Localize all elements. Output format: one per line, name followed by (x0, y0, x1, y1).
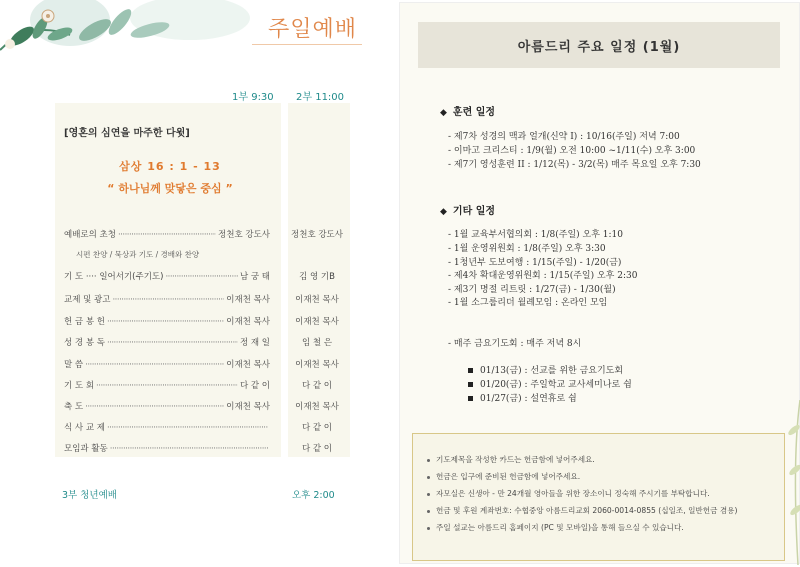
column-separator (281, 103, 288, 457)
order-label: 기 도 ···· 일어서기(주기도) (64, 272, 164, 282)
scripture-reference: 삼상 16 : 1 - 13 (119, 160, 221, 173)
order-second: 이재천 목사 (295, 360, 339, 370)
training-item: - 이마고 크리스티 : 1/9(월) 오전 10:00 ~1/11(수) 오후 3:00 (448, 146, 696, 156)
square-bullet-icon (468, 368, 473, 373)
sermon-series: [영혼의 심연을 마주한 다윗] (64, 128, 190, 139)
friday-prayer: - 매주 금요기도회 : 매주 저녁 8시 (448, 339, 582, 349)
diamond-bullet-icon: ◆ (440, 108, 447, 118)
diamond-bullet-icon: ◆ (440, 207, 447, 217)
order-label: 교제 및 광고 (64, 295, 111, 305)
order-row (64, 293, 270, 305)
order-second: 김 영 기B (299, 272, 335, 282)
order-first: 다 같 이 (239, 381, 270, 391)
other-item: - 1청년부 도보여행 : 1/15(주일) - 1/20(금) (448, 258, 622, 268)
order-label: 기 도 회 (64, 381, 95, 391)
order-second: 이재천 목사 (295, 295, 339, 305)
training-heading: ◆ 훈련 일정 (440, 107, 496, 118)
page-title: 주일예배 (268, 17, 358, 42)
order-first: 남 궁 태 (239, 272, 270, 282)
order-first: 이재천 목사 (226, 295, 270, 305)
order-first: 이재천 목사 (226, 402, 270, 412)
bullet-icon (427, 527, 430, 530)
bullet-icon (427, 510, 430, 513)
order-row (64, 400, 270, 412)
order-row (64, 421, 270, 433)
order-row (64, 442, 270, 454)
order-label: 예배로의 초청 (64, 230, 116, 240)
order-row (64, 379, 270, 391)
bullet-icon (427, 476, 430, 479)
order-second: 다 같 이 (301, 444, 333, 454)
order-second: 임 철 은 (301, 338, 333, 348)
order-row (64, 228, 270, 240)
order-label: 모임과 활동 (64, 444, 108, 454)
order-first: 정 재 일 (239, 338, 270, 348)
order-second: 이재천 목사 (295, 402, 339, 412)
title-divider (252, 44, 362, 45)
order-row (64, 336, 270, 348)
order-label: 성 경 봉 독 (64, 338, 105, 348)
order-second: 정천호 강도사 (291, 230, 343, 240)
notice-item: 주일 설교는 아름드리 홈페이지 (PC 및 모바일)을 통해 들으실 수 있습니다. (427, 522, 684, 533)
notice-box (412, 433, 785, 561)
order-label: 축 도 (64, 402, 84, 412)
other-heading: ◆ 기타 일정 (440, 206, 496, 217)
order-row (64, 270, 270, 282)
friday-item: 01/20(금) : 주일학교 교사세미나로 쉼 (468, 377, 632, 390)
third-service-time: 오후 2:00 (292, 490, 335, 501)
first-service-time: 1부 9:30 (232, 92, 274, 103)
notice-item: 기도제목을 작성한 카드는 헌금함에 넣어주세요. (427, 454, 595, 465)
order-label: 식 사 교 제 (64, 423, 105, 433)
order-label: 말 씀 (64, 360, 84, 370)
order-label: 헌 금 봉 헌 (64, 317, 105, 327)
other-item: - 1월 교육부서협의회 : 1/8(주일) 오후 1:10 (448, 230, 624, 240)
leaf-decoration-icon (786, 400, 800, 565)
schedule-header (418, 22, 780, 68)
friday-item: 01/27(금) : 설연휴로 쉼 (468, 391, 577, 404)
notice-item: 헌금은 입구에 준비된 헌금함에 넣어주세요. (427, 471, 580, 482)
third-service-label: 3부 청년예배 (62, 490, 117, 501)
hymn-note: 시편 찬양 / 묵상과 기도 / 경배와 찬양 (76, 250, 200, 259)
order-first: 이재천 목사 (226, 360, 270, 370)
bullet-icon (427, 459, 430, 462)
order-row (64, 315, 270, 327)
bullet-icon (427, 493, 430, 496)
order-first: 이재천 목사 (226, 317, 270, 327)
second-service-time: 2부 11:00 (296, 92, 345, 103)
order-second: 이재천 목사 (295, 317, 339, 327)
order-first: 정천호 강도사 (218, 230, 270, 240)
training-item: - 제7차 성경의 맥과 얼개(신약 I) : 10/16(주일) 저녁 7:00 (448, 132, 680, 142)
notice-item: 헌금 및 후원 계좌번호: 수협중앙 아름드리교회 2060-0014-0855 (십일조, 일반헌금 겸용) (427, 505, 737, 516)
order-second: 다 같 이 (301, 381, 333, 391)
other-item: - 제4차 확대운영위원회 : 1/15(주일) 오후 2:30 (448, 271, 638, 281)
notice-item: 자모실은 신생아 - 만 24개월 영아들을 위한 장소이니 정숙해 주시기를 부탁합니다. (427, 488, 710, 499)
order-second: 다 같 이 (301, 423, 333, 433)
training-item: - 제7기 영성훈련 II : 1/12(목) - 3/2(목) 매주 목요일 오후 7:30 (448, 160, 701, 170)
schedule-title: 아름드리 주요 일정 (1월) (517, 39, 681, 55)
other-item: - 제3기 명절 리트릿 : 1/27(금) - 1/30(월) (448, 285, 616, 295)
order-row (64, 358, 270, 370)
right-page (399, 2, 800, 564)
other-item: - 1월 소그룹리더 월례모임 : 온라인 모임 (448, 298, 608, 308)
sermon-title: “ 하나님께 맞닿은 중심 ” (107, 182, 233, 195)
square-bullet-icon (468, 396, 473, 401)
square-bullet-icon (468, 382, 473, 387)
friday-item: 01/13(금) : 선교를 위한 금요기도회 (468, 363, 623, 376)
other-item: - 1월 운영위원회 : 1/8(주일) 오후 3:30 (448, 244, 606, 254)
